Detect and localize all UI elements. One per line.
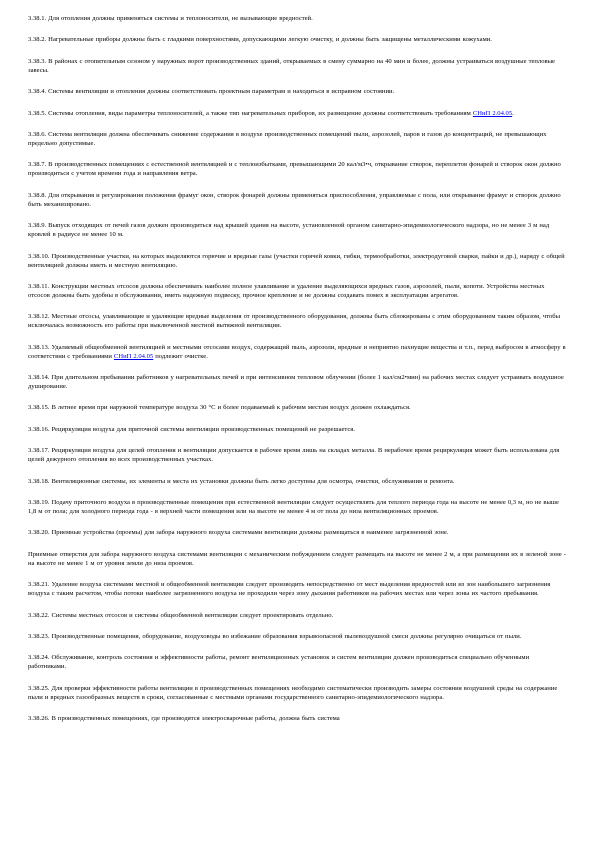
paragraph-text: 3.38.20. Приемные устройства (проемы) для забора наружного воздуха системами вентиляции должны размещаться в наименее загрязненной зоне. <box>28 529 449 537</box>
paragraph-3-38-11 <box>28 282 567 300</box>
paragraph-text-after: подлежит очистке. <box>153 352 208 360</box>
paragraph-3-38-15 <box>28 403 567 412</box>
paragraph-text: 3.38.21. Удаление воздуха системами местной и общеобменной вентиляции следует производить непосредственно от мест выделения вредностей или из зон наибольшего загрязнения воздуха с таким расчетом, чтобы потоки наиболее загрязненного воздуха не проходили через зону дыхания работников на рабочих местах или через зоны их частого пребывания. <box>28 581 551 598</box>
paragraph-3-38-20-cont <box>28 550 567 568</box>
paragraph-3-38-22 <box>28 611 567 620</box>
paragraph-3-38-9 <box>28 221 567 239</box>
paragraph-text: 3.38.10. Производственные участки, на которых выделяются горючие и вредные газы (участки горячей ковки, гибки, термообработки, электродуговой сварки, пайки и др.), наряду с общей вентиляцией должны иметь и местную вентиляцию. <box>28 252 565 269</box>
paragraph-text: 3.38.25. Для проверки эффективности работы вентиляции в производственных помещениях необходимо систематически производить замеры состояния воздушной среды на содержание пыли и вредных газообразных веществ в сроки, согласованные с местными органами государственного санитарно-эпидемиологического надзора. <box>28 684 558 701</box>
paragraph-3-38-16 <box>28 425 567 434</box>
paragraph-3-38-5 <box>28 109 567 118</box>
document-body <box>28 14 567 723</box>
snip-link[interactable]: СНиП 2.04.05 <box>113 352 154 360</box>
paragraph-text: 3.38.11. Конструкции местных отсосов должны обеспечивать наиболее полное улавливание и удаление выделяющихся вредных газов, аэрозолей, пыли, копоти. Устройства местных отсосов должны быть удобны в обслуживании, иметь надежную подвеску, прочное крепление и не должны создавать помех в эксплуатации агрегатов. <box>28 282 545 299</box>
paragraph-3-38-6 <box>28 130 567 148</box>
paragraph-text-after: . <box>512 109 514 117</box>
paragraph-text: 3.38.1. Для отопления должны применяться системы и теплоносители, не вызывающие вредностей. <box>28 15 313 22</box>
paragraph-text: 3.38.12. Местные отсосы, улавливающие и удаляющие вредные выделения от производственного оборудования, должны быть сблокированы с этим оборудованием таким образом, чтобы исключалась возможность его работы при выключенной местной вытяжной вентиляции. <box>28 313 560 330</box>
paragraph-text: 3.38.14. При длительном пребывании работников у нагревательных печей и при интенсивном тепловом облучении (более 1 кал/см2•мин) на рабочих местах следует устраивать воздушное душирование. <box>28 374 564 391</box>
paragraph-text: 3.38.13. Удаляемый общеобменной вентиляцией и местными отсосами воздух, содержащий пыль, аэрозоли, вредные и неприятно пахнущие вещества и т.п., перед выбросом в атмосферу в соответствии с требованиями <box>28 343 566 360</box>
paragraph-3-38-26 <box>28 714 567 723</box>
paragraph-3-38-14 <box>28 373 567 391</box>
paragraph-3-38-20 <box>28 528 567 537</box>
snip-link[interactable]: СНиП 2.04.05 <box>472 109 513 117</box>
paragraph-3-38-2 <box>28 35 567 44</box>
paragraph-3-38-13 <box>28 343 567 361</box>
paragraph-3-38-19 <box>28 498 567 516</box>
paragraph-text: 3.38.22. Системы местных отсосов и системы общеобменной вентиляции следует проектировать отдельно. <box>28 611 334 619</box>
paragraph-text: 3.38.17. Рециркуляция воздуха для целей отопления и вентиляции допускается в рабочее время лишь на складах металла. В нерабочее время рециркуляция может быть использована для целей дежурного отопления во всех производственных участках. <box>28 447 560 464</box>
paragraph-3-38-12 <box>28 312 567 330</box>
paragraph-text: 3.38.26. В производственных помещениях, где производятся электросварочные работы, должна быть система <box>28 715 340 723</box>
paragraph-text: 3.38.5. Системы отопления, виды параметры теплоносителей, а также тип нагревательных приборов, их размещение должны соответствовать требованиям <box>28 109 473 117</box>
paragraph-3-38-23 <box>28 632 567 641</box>
paragraph-3-38-8 <box>28 191 567 209</box>
paragraph-text: 3.38.3. В районах с отопительным сезоном у наружных ворот производственных зданий, открываемых в смену суммарно на 40 мин и более, должны устраиваться воздушные тепловые завесы. <box>28 57 555 74</box>
paragraph-text: 3.38.2. Нагревательные приборы должны быть с гладкими поверхностями, допускающими легкую очистку, и должны быть защищены металлическими кожухами. <box>28 36 492 44</box>
paragraph-3-38-25 <box>28 684 567 702</box>
paragraph-text: 3.38.18. Вентиляционные системы, их элементы и места их установки должны быть легко доступны для осмотра, очистки, обслуживания и ремонта. <box>28 477 455 485</box>
paragraph-text: 3.38.23. Производственные помещения, оборудование, воздуховоды во избежание образования взрывоопасной пылевоздушной смеси должны регулярно очищаться от пыли. <box>28 632 522 640</box>
paragraph-3-38-4 <box>28 87 567 96</box>
paragraph-3-38-10 <box>28 252 567 270</box>
paragraph-text: 3.38.6. Система вентиляции должна обеспечивать снижение содержания в воздухе производственных помещений пыли, аэрозолей, паров и газов до концентраций, не превышающих предельно допустимые. <box>28 130 547 147</box>
paragraph-3-38-7 <box>28 160 567 178</box>
paragraph-text: 3.38.16. Рециркуляция воздуха для приточной системы вентиляции производственных помещений не разрешается. <box>28 425 355 433</box>
paragraph-3-38-18 <box>28 477 567 486</box>
paragraph-3-38-1 <box>28 14 567 23</box>
paragraph-text: 3.38.4. Системы вентиляции и отопления должны соответствовать проектным параметрам и находиться в исправном состоянии. <box>28 88 395 96</box>
paragraph-3-38-21 <box>28 580 567 598</box>
paragraph-text: 3.38.7. В производственных помещениях с естественной вентиляцией и с теплоизбытками, превышающими 20 кал/м3•ч, открывание створок, переплетов фонарей и створок окон должно производиться с учетом времени года и направления ветра. <box>28 161 561 178</box>
paragraph-3-38-3 <box>28 57 567 75</box>
paragraph-3-38-24 <box>28 653 567 671</box>
paragraph-text: 3.38.9. Выпуск отходящих от печей газов должен производиться над крышей здания на высоте, установленной органом санитарно-эпидемиологического надзора, но не менее 3 м над кровлей в радиусе не менее 10 м. <box>28 222 550 239</box>
paragraph-text: Приемные отверстия для забора наружного воздуха системами вентиляции с механическим побуждением следует размещать на высоте не менее 2 м, а при размещении их в зеленой зоне - на высоте не менее 1 м от уровня земли до низа проемов. <box>28 550 566 567</box>
paragraph-3-38-17 <box>28 446 567 464</box>
paragraph-text: 3.38.15. В летнее время при наружной температуре воздуха 30 °С и более подаваемый к рабочим местам воздух должен охлаждаться. <box>28 404 411 412</box>
paragraph-text: 3.38.19. Подачу приточного воздуха в производственные помещения при естественной вентиляции следует осуществлять для теплого периода года на высоте не менее 0,3 м, но не выше 1,8 м от пола; для холодного периода года - в верхней части помещения или на высоте не менее 4 м от пола до низа вентиляционных проемов. <box>28 499 559 516</box>
paragraph-text: 3.38.24. Обслуживание, контроль состояния и эффективности работы, ремонт вентиляционных установок и систем вентиляции должен производиться специально обученными работниками. <box>28 654 530 671</box>
paragraph-text: 3.38.8. Для открывания и регулирования положения фрамуг окон, створок фонарей должны применяться приспособления, управляемые с пола, или открывание фрамуг и створок должно быть механизировано. <box>28 191 561 208</box>
